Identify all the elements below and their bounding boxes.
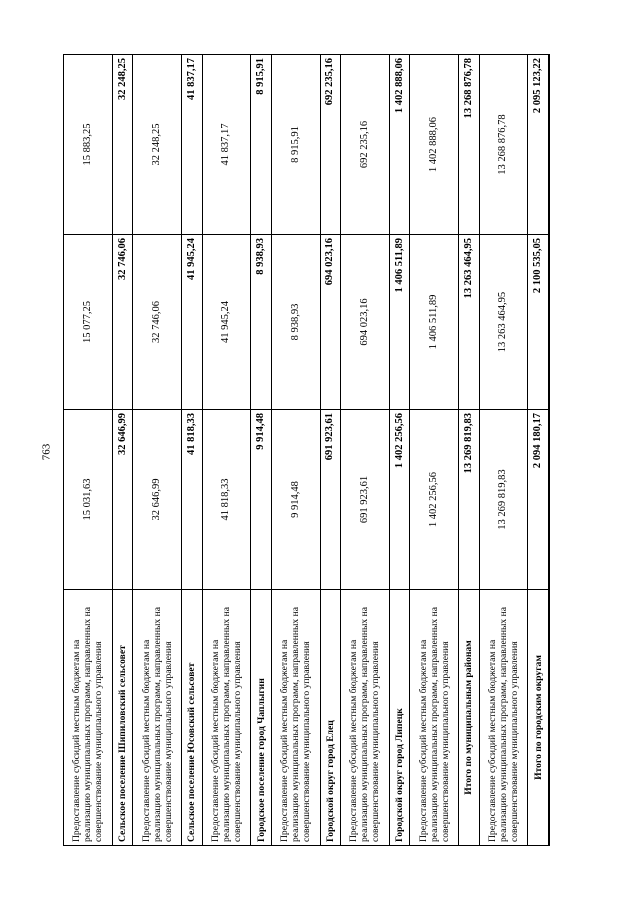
row-label: Городской округ город Елец (320, 590, 340, 846)
value-year-2: 8 938,93 (251, 235, 271, 410)
row-label: Сельское поселение Юсовский сельсовет (182, 590, 202, 846)
table-row (202, 55, 251, 846)
value-year-2: 32 746,06 (133, 235, 182, 410)
value-year-2: 13 263 464,95 (479, 235, 528, 410)
table-row (64, 55, 113, 846)
row-label: Сельское поселение Шипиловский сельсовет (112, 590, 132, 846)
value-year-3: 8 915,91 (271, 55, 320, 235)
value-year-2: 2 100 535,05 (528, 235, 549, 410)
value-year-2: 15 077,25 (64, 235, 113, 410)
table-row (459, 55, 479, 846)
row-label: Итого по городским округам (528, 590, 549, 846)
value-year-1: 32 646,99 (112, 410, 132, 590)
value-year-3: 2 095 123,22 (528, 55, 549, 235)
value-year-1: 15 031,63 (64, 410, 113, 590)
value-year-2: 1 406 511,89 (389, 235, 409, 410)
value-year-1: 691 923,61 (341, 410, 390, 590)
value-year-2: 41 945,24 (182, 235, 202, 410)
row-label: Предоставление субсидий местным бюджетам на реализацию муниципальных программ, направленных на совершенствование муниципального управления (271, 590, 320, 846)
page-number: 763 (40, 443, 53, 461)
row-label: Предоставление субсидий местным бюджетам на реализацию муниципальных программ, направленных на совершенствование муниципального управления (133, 590, 182, 846)
value-year-3: 1 402 888,06 (389, 55, 409, 235)
value-year-3: 41 837,17 (202, 55, 251, 235)
row-label: Предоставление субсидий местным бюджетам на реализацию муниципальных программ, направленных на совершенствование муниципального управления (479, 590, 528, 846)
value-year-1: 41 818,33 (202, 410, 251, 590)
value-year-2: 694 023,16 (320, 235, 340, 410)
table-row (182, 55, 202, 846)
table-row (320, 55, 340, 846)
value-year-3: 13 268 876,78 (459, 55, 479, 235)
row-label: Городской округ город Липецк (389, 590, 409, 846)
value-year-1: 9 914,48 (251, 410, 271, 590)
value-year-3: 32 248,25 (133, 55, 182, 235)
value-year-1: 13 269 819,83 (479, 410, 528, 590)
row-label: Предоставление субсидий местным бюджетам на реализацию муниципальных программ, направленных на совершенствование муниципального управления (410, 590, 459, 846)
value-year-1: 691 923,61 (320, 410, 340, 590)
value-year-2: 32 746,06 (112, 235, 132, 410)
value-year-1: 1 402 256,56 (410, 410, 459, 590)
value-year-3: 692 235,16 (320, 55, 340, 235)
value-year-2: 694 023,16 (341, 235, 390, 410)
table-row (479, 55, 528, 846)
row-label: Городское поселение город Чаплыгин (251, 590, 271, 846)
value-year-1: 1 402 256,56 (389, 410, 409, 590)
value-year-3: 15 883,25 (64, 55, 113, 235)
value-year-2: 41 945,24 (202, 235, 251, 410)
value-year-3: 8 915,91 (251, 55, 271, 235)
row-label: Итого по муниципальным районам (459, 590, 479, 846)
row-label: Предоставление субсидий местным бюджетам на реализацию муниципальных программ, направленных на совершенствование муниципального управления (64, 590, 113, 846)
value-year-1: 32 646,99 (133, 410, 182, 590)
value-year-1: 2 094 180,17 (528, 410, 549, 590)
row-label: Предоставление субсидий местным бюджетам на реализацию муниципальных программ, направленных на совершенствование муниципального управления (341, 590, 390, 846)
table-row (251, 55, 271, 846)
value-year-2: 13 263 464,95 (459, 235, 479, 410)
table-body (64, 55, 550, 846)
table-row (271, 55, 320, 846)
value-year-3: 13 268 876,78 (479, 55, 528, 235)
value-year-3: 41 837,17 (182, 55, 202, 235)
table-row (341, 55, 390, 846)
budget-table-rotated (63, 55, 550, 846)
table-row (112, 55, 132, 846)
table-row (133, 55, 182, 846)
table-row (389, 55, 409, 846)
value-year-3: 1 402 888,06 (410, 55, 459, 235)
table-row (528, 55, 549, 846)
value-year-3: 32 248,25 (112, 55, 132, 235)
value-year-3: 692 235,16 (341, 55, 390, 235)
value-year-1: 9 914,48 (271, 410, 320, 590)
value-year-1: 13 269 819,83 (459, 410, 479, 590)
row-label: Предоставление субсидий местным бюджетам на реализацию муниципальных программ, направленных на совершенствование муниципального управления (202, 590, 251, 846)
table-row (410, 55, 459, 846)
value-year-2: 1 406 511,89 (410, 235, 459, 410)
value-year-1: 41 818,33 (182, 410, 202, 590)
budget-table (63, 54, 550, 846)
value-year-2: 8 938,93 (271, 235, 320, 410)
